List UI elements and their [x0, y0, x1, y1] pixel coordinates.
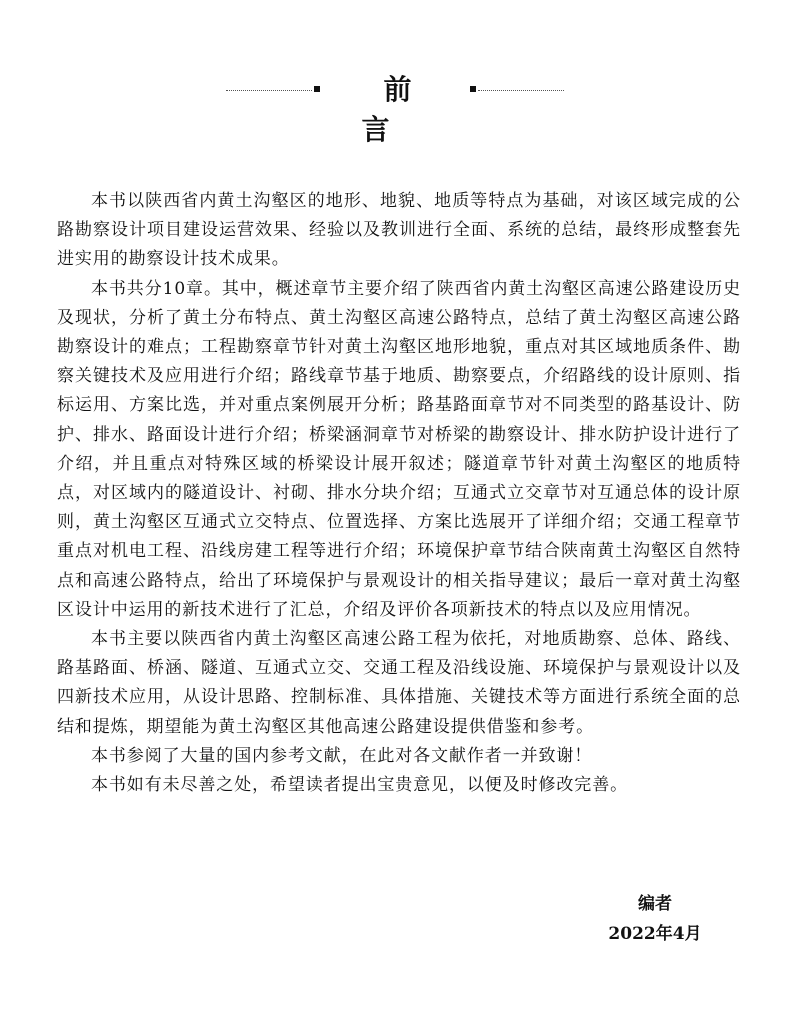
header-square-bullet-right — [470, 86, 476, 92]
header-square-bullet-left — [314, 86, 320, 92]
paragraph-3: 本书主要以陕西省内黄土沟壑区高速公路工程为依托，对地质勘察、总体、路线、路基路面、桥涵、隧道、互通式立交、交通工程及沿线设施、环境保护与景观设计以及四新技术应用，从设计思路、控制标准、具体措施、关键技术等方面进行系统全面的总结和提炼，期望能为黄土沟壑区其他高速公路建设提供借鉴和参考。 — [57, 629, 741, 737]
signature-date: 2022年4月 — [608, 924, 702, 944]
signature-author: 编者 — [638, 894, 672, 914]
page-title: 前言 — [361, 73, 456, 146]
paragraph-5: 本书如有未尽善之处，希望读者提出宝贵意见，以便及时修改完善。 — [91, 775, 628, 796]
preface-body — [57, 187, 741, 800]
page-header — [0, 68, 790, 146]
paragraph-1: 本书以陕西省内黄土沟壑区的地形、地貌、地质等特点为基础，对该区域完成的公路勘察设计项目建设运营效果、经验以及教训进行全面、系统的总结，最终形成整套先进实用的勘察设计技术成果。 — [57, 191, 741, 270]
header-rule-right — [478, 90, 564, 91]
paragraph-4: 本书参阅了大量的国内参考文献，在此对各文献作者一并致谢！ — [91, 745, 593, 766]
header-rule-left — [226, 90, 312, 91]
paragraph-2: 本书共分10章。其中，概述章节主要介绍了陕西省内黄土沟壑区高速公路建设历史及现状，分析了黄土分布特点、黄土沟壑区高速公路特点，总结了黄土沟壑区高速公路勘察设计的难点；工程勘察章节针对黄土沟壑区地形地貌，重点对其区域地质条件、勘察关键技术及应用进行介绍；路线章节基于地质、勘察要点，介绍路线的设计原则、指标运用、方案比选，并对重点案例展开分析；路基路面章节对不同类型的路基设计、防护、排水、路面设计进行介绍；桥梁涵洞章节对桥梁的勘察设计、排水防护设计进行了介绍，并且重点对特殊区域的桥梁设计展开叙述；隧道章节针对黄土沟壑区的地质特点，对区域内的隧道设计、衬砌、排水分块介绍；互通式立交章节对互通总体的设计原则，黄土沟壑区互通式立交特点、位置选择、方案比选展开了详细介绍；交通工程章节重点对机电工程、沿线房建工程等进行介绍；环境保护章节结合陕南黄土沟壑区自然特点和高速公路特点，给出了环境保护与景观设计的相关指导建议；最后一章对黄土沟壑区设计中运用的新技术进行了汇总，介绍及评价各项新技术的特点以及应用情况。 — [57, 278, 741, 620]
